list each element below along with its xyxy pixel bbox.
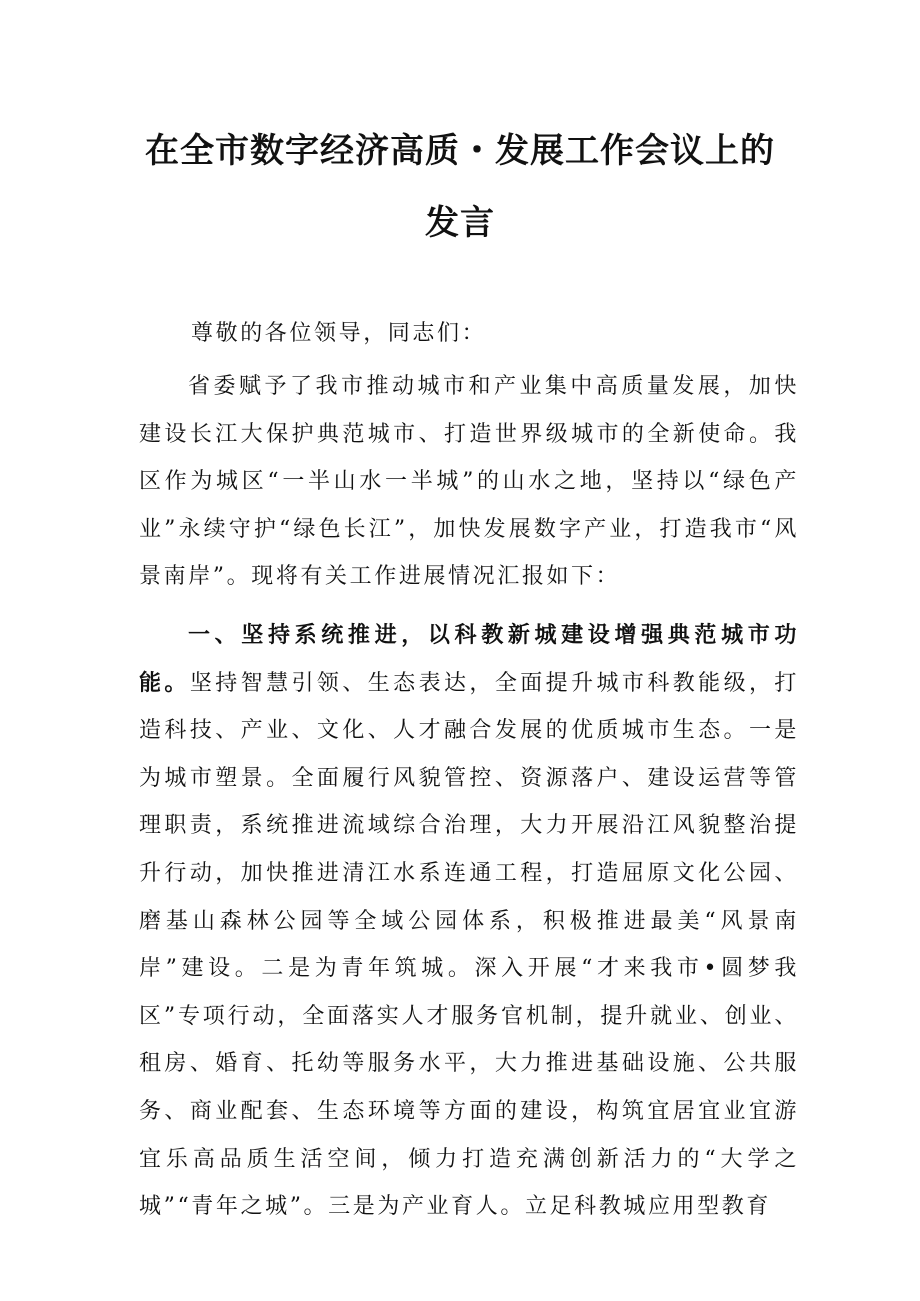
section-1-body: 坚持智慧引领、生态表达，全面提升城市科教能级，打造科技、产业、文化、人才融合发展的优质城市生态。一是为城市塑景。全面履行风貌管控、资源落户、建设运营等管理职责，系统推进流域综合治理，大力开展沿江风貌整治提升行动，加快推进清江水系连通工程，打造屈原文化公园、磨基山森林公园等全域公园体系，积极推进最美“风景南岸”建设。二是为青年筑城。深入开展“才来我市•圆梦我区”专项行动，全面落实人才服务官机制，提升就业、创业、租房、婚育、托幼等服务水平，大力推进基础设施、公共服务、商业配套、生态环境等方面的建设，构筑宜居宜业宜游宜乐高品质生活空间，倾力打造充满创新活力的“大学之城”“青年之城”。三是为产业育人。立足科教城应用型教育 [139,670,800,1220]
intro-paragraph: 省委赋予了我市推动城市和产业集中高质量发展，加快建设长江大保护典范城市、打造世界级城市的全新使命。我区作为城区“一半山水一半城”的山水之地，坚持以“绿色产业”永续守护“绿色长江”，加快发展数字产业，打造我市“风景南岸”。现将有关工作进展情况汇报如下： [139,374,799,590]
document-title-line-2: 发言 [425,203,495,243]
salutation: 尊敬的各位领导，同志们： [191,321,487,346]
document-title-line-1: 在全市数字经济高质・发展工作会议上的 [145,131,775,171]
section-1-heading: 一、坚持系统推进，以科教新城建设增强典范城市功能。 [139,623,799,696]
section-1-paragraph [139,612,799,1231]
